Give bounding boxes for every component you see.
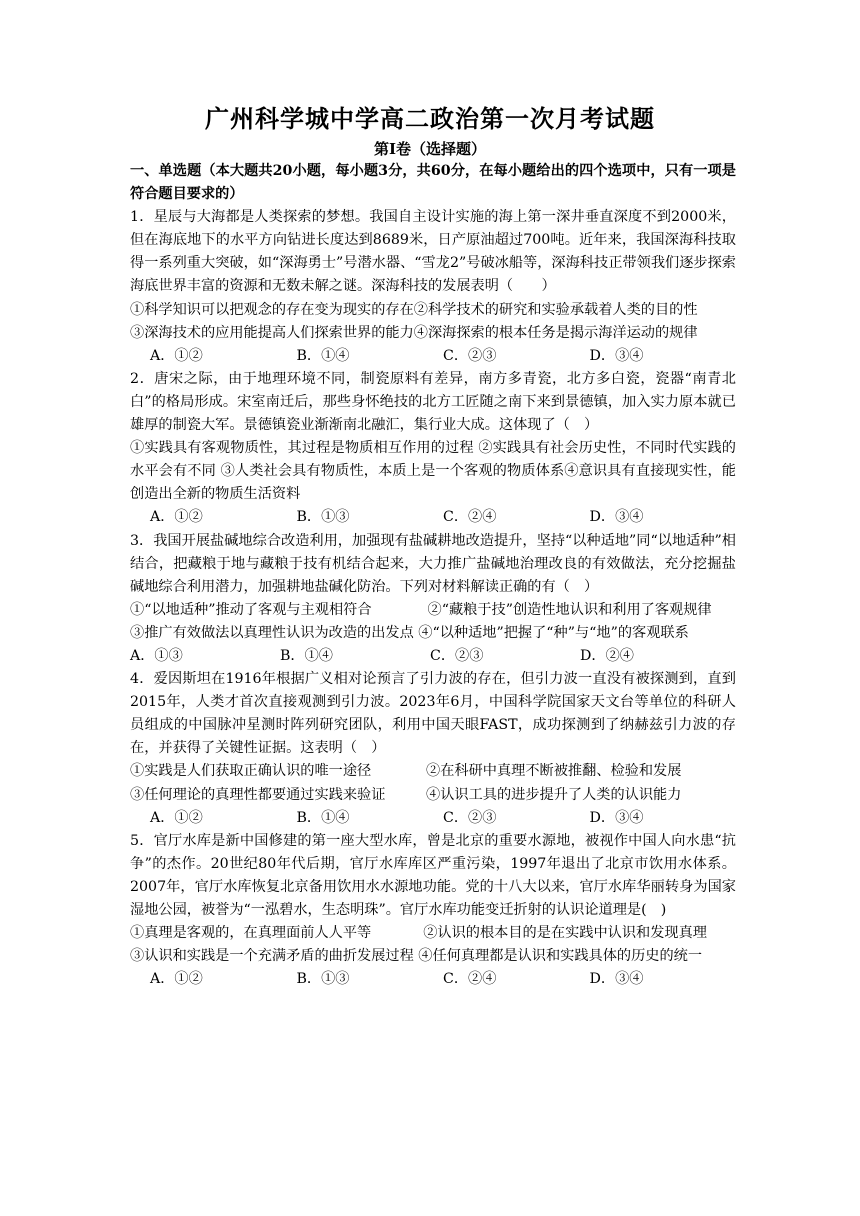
option-d[interactable]: D．③④ (589, 809, 644, 826)
option-c[interactable]: C．②④ (443, 509, 497, 526)
option-d[interactable]: D．③④ (589, 971, 644, 988)
option-c[interactable]: C．②④ (443, 971, 497, 988)
statement-1: ①实践是人们获取正确认识的唯一途径 (130, 763, 372, 780)
option-d[interactable]: D．③④ (589, 347, 644, 364)
question-1-options (130, 345, 736, 368)
statement-1: ①“以地适种”推动了客观与主观相符合 (130, 601, 372, 618)
option-c[interactable]: C．②③ (443, 347, 497, 364)
option-a[interactable]: A．①② (150, 809, 203, 826)
question-3-options (130, 645, 736, 668)
option-a[interactable]: A．①③ (130, 647, 183, 664)
question-5-statement-pair (130, 922, 736, 945)
volume-subtitle: 第Ⅰ卷（选择题） (373, 140, 487, 158)
option-c[interactable]: C．②③ (443, 809, 497, 826)
question-3-stem: 3．我国开展盐碱地综合改造利用，加强现有盐碱耕地改造提升，坚持“以种适地”同“以地适种”相结合，把藏粮于地与藏粮于技有机结合起来，大力推广盐碱地治理改良的有效做法，充分挖掘盐碱地综合利用潜力，加强耕地盐碱化防治。下列对材料解读正确的有（ ） (130, 532, 736, 595)
option-a[interactable]: A．①② (150, 509, 203, 526)
question-1-statement-2: ③深海技术的应用能提高人们探索世界的能力④深海探索的根本任务是揭示海洋运动的规律 (130, 324, 698, 341)
question-3-statement-pair (130, 599, 736, 622)
statement-3: ③任何理论的真理性都要通过实践来验证 (130, 786, 386, 803)
statement-2: ②“藏粮于技”创造性地认识和利用了客观规律 (427, 601, 712, 618)
option-a[interactable]: A．①② (150, 347, 203, 364)
question-2-options (130, 506, 736, 529)
statement-1: ①真理是客观的，在真理面前人人平等 (130, 925, 372, 942)
question-1-statement-1: ①科学知识可以把观念的存在变为现实的存在②科学技术的研究和实验承载着人类的目的性 (130, 301, 698, 318)
question-5-statement-3-4: ③认识和实践是一个充满矛盾的曲折发展过程 ④任何真理都是认识和实践具体的历史的统一 (130, 948, 703, 965)
option-b[interactable]: B．①④ (280, 647, 333, 664)
question-2-statements: ①实践具有客观物质性，其过程是物质相互作用的过程 ②实践具有社会历史性，不同时代实践的水平会有不同 ③人类社会具有物质性，本质上是一个客观的物质体系④意识具有直接现实性，能创造出全新的物质生活资料 (130, 440, 736, 503)
option-b[interactable]: B．①③ (296, 509, 350, 526)
option-d[interactable]: D．②④ (580, 647, 634, 664)
question-5-options (130, 968, 736, 991)
option-b[interactable]: B．①③ (296, 971, 350, 988)
option-c[interactable]: C．②③ (430, 647, 484, 664)
section-heading: 一、单选题（本大题共20小题，每小题3分，共60分，在每小题给出的四个选项中，只有一项是符合题目要求的） (130, 163, 736, 203)
statement-2: ②认识的根本目的是在实践中认识和发现真理 (423, 925, 707, 942)
question-1-stem: 1．星辰与大海都是人类探索的梦想。我国自主设计实施的海上第一深井垂直深度不到2000米，但在海底地下的水平方向钻进长度达到8689米，日产原油超过700吨。近年来，我国深海科技取得一系列重大突破，如“深海勇士”号潜水器、“雪龙2”号破冰船等，深海科技正带领我们逐步探索海底世界丰富的资源和无数未解之谜。深海科技的发展表明（ ） (130, 209, 736, 295)
question-3-statement-3-4: ③推广有效做法以真理性认识为改造的出发点 ④“以种适地”把握了“种”与“地”的客观联系 (130, 624, 689, 641)
option-b[interactable]: B．①④ (296, 347, 350, 364)
option-b[interactable]: B．①④ (296, 809, 350, 826)
question-4-statement-row-2 (130, 784, 736, 807)
question-2-stem: 2．唐宋之际，由于地理环境不同，制瓷原料有差异，南方多青瓷，北方多白瓷，瓷器“南青北白”的格局形成。宋室南迁后，那些身怀绝技的北方工匠随之南下来到景德镇，加入实力原本就已雄厚的制瓷大军。景德镇瓷业渐渐南北融汇，集行业大成。这体现了（ ） (130, 370, 736, 434)
question-4-options (130, 807, 736, 830)
exam-content (130, 160, 736, 991)
page-title: 广州科学城中学高二政治第一次月考试题 (205, 104, 655, 133)
statement-4: ④认识工具的进步提升了人类的认识能力 (426, 786, 682, 803)
option-d[interactable]: D．③④ (589, 509, 644, 526)
option-a[interactable]: A．①② (150, 971, 203, 988)
question-4-statement-row-1 (130, 760, 736, 783)
question-4-stem: 4．爱因斯坦在1916年根据广义相对论预言了引力波的存在，但引力波一直没有被探测到，直到2015年，人类才首次直接观测到引力波。2023年6月，中国科学院国家天文台等单位的科研人员组成的中国脉冲星测时阵列研究团队，利用中国天眼FAST，成功探测到了纳赫兹引力波的存在，并获得了关键性证据。这表明（ ） (130, 671, 736, 757)
statement-2: ②在科研中真理不断被推翻、检验和发展 (426, 763, 682, 780)
question-5-stem: 5．官厅水库是新中国修建的第一座大型水库，曾是北京的重要水源地，被视作中国人向水患“抗争”的杰作。20世纪80年代后期，官厅水库库区严重污染，1997年退出了北京市饮用水体系。2007年，官厅水库恢复北京备用饮用水水源地功能。党的十八大以来，官厅水库华丽转身为国家湿地公园，被誉为“一泓碧水，生态明珠”。官厅水库功能变迁折射的认识论道理是( ) (130, 832, 736, 918)
